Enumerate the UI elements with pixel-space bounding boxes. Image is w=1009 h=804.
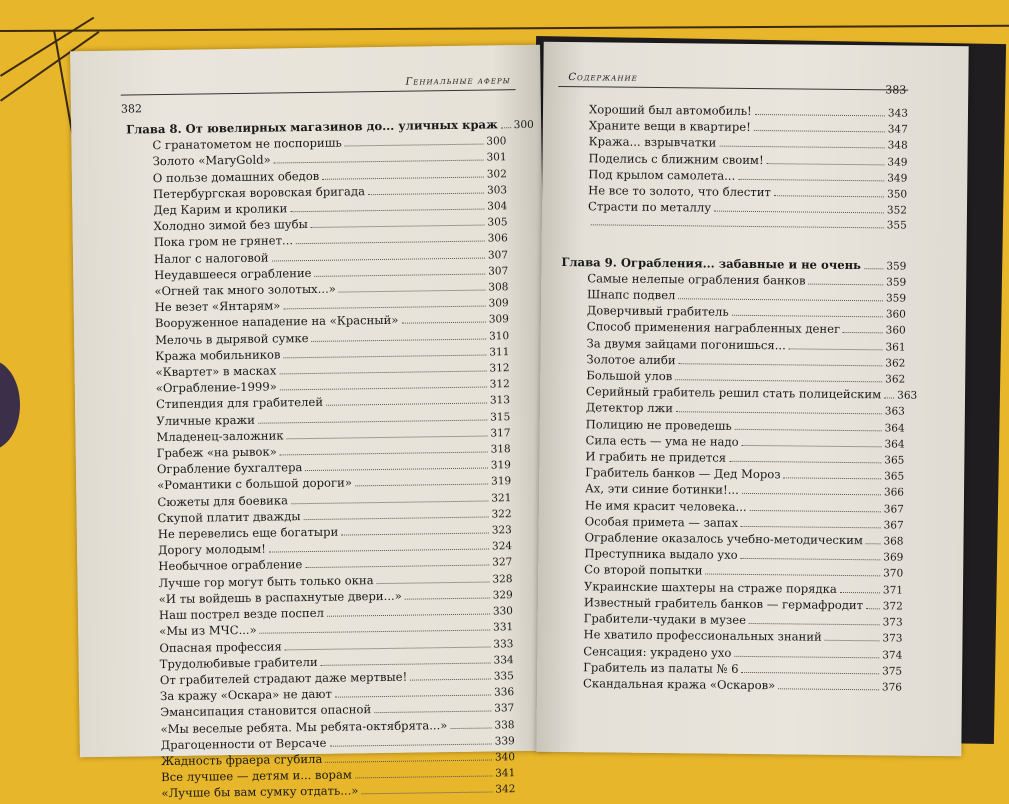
dot-leader: [325, 759, 492, 762]
entry-page-number: 327: [492, 556, 512, 571]
entry-title: «Квартет» в масках: [129, 364, 276, 381]
dot-leader: [283, 306, 485, 310]
entry-page-number: 313: [490, 394, 510, 409]
dot-leader: [884, 398, 894, 399]
entry-page-number: 328: [492, 572, 512, 587]
entry-title: Преступника выдало ухо: [558, 546, 737, 563]
background-line: [0, 25, 1009, 32]
dot-leader: [312, 338, 487, 341]
entry-title: Грабеж «на рывок»: [131, 445, 277, 462]
entry-title: «Огней так много золотых...»: [128, 282, 336, 300]
dot-leader: [749, 623, 880, 625]
entry-page-number: 348: [888, 139, 908, 154]
entry-title: Лучше гор могут быть только окна: [132, 573, 373, 592]
dot-leader: [742, 493, 881, 495]
entry-page-number: 312: [490, 377, 510, 392]
entry-page-number: 330: [493, 604, 513, 619]
entry-page-number: 319: [491, 475, 511, 490]
dot-leader: [280, 387, 487, 391]
dot-leader: [729, 461, 881, 464]
dot-leader: [735, 428, 882, 431]
entry-page-number: 367: [884, 518, 904, 533]
entry-title: Трудолюбивые грабители: [134, 655, 318, 673]
entry-page-number: 334: [493, 653, 513, 668]
entry-title: Золото «MaryGold»: [127, 153, 271, 170]
entry-page-number: 371: [883, 583, 903, 598]
dot-leader: [290, 209, 484, 213]
entry-page-number: 331: [493, 620, 513, 635]
dot-leader: [742, 445, 882, 447]
entry-title: Не везет «Янтарям»: [129, 299, 281, 316]
dot-leader: [341, 533, 489, 536]
entry-title: Глава 9. Ограбления... забавные и не очень: [561, 255, 861, 273]
entry-page-number: 301: [486, 151, 506, 166]
entry-page-number: 304: [487, 199, 507, 214]
dot-leader: [741, 526, 881, 528]
entry-page-number: 300: [514, 118, 534, 133]
entry-title: Ах, эти синие ботинки!...: [559, 481, 739, 498]
entry-title: Полицию не проведешь: [560, 417, 732, 434]
entry-page-number: 373: [882, 632, 902, 647]
toc-entry: [557, 676, 902, 696]
entry-title: «Мы веселые ребята. Мы ребята-октябрята...»: [134, 718, 447, 738]
entry-page-number: 336: [494, 685, 514, 700]
entry-page-number: 350: [887, 187, 907, 202]
page-number: 383: [885, 83, 906, 96]
dot-leader: [754, 130, 885, 132]
dot-leader: [355, 776, 492, 779]
entry-title: Ограбление оказалось учебно-методическим: [558, 530, 863, 548]
dot-leader: [809, 283, 884, 285]
entry-page-number: 360: [886, 308, 906, 323]
dot-leader: [279, 371, 486, 375]
entry-title: Украинские шахтеры на страже порядка: [558, 579, 837, 597]
entry-title: Со второй попытки: [558, 562, 702, 579]
entry-title: Вооруженное нападение на «Красный»: [129, 313, 399, 332]
dot-leader: [335, 695, 491, 698]
entry-title: От грабителей страдают даже мертвые!: [134, 670, 408, 689]
entry-title: Не хватило профессиональных знаний: [557, 627, 821, 645]
entry-page-number: 318: [491, 442, 511, 457]
entry-page-number: 335: [494, 669, 514, 684]
entry-page-number: 362: [885, 372, 905, 387]
dot-leader: [374, 711, 491, 714]
dot-leader: [866, 608, 880, 609]
entry-title: Храните вещи в квартире!: [563, 118, 751, 135]
entry-title: Известный грабитель банков — гермафродит: [558, 595, 863, 613]
entry-page-number: 333: [493, 637, 513, 652]
entry-page-number: 312: [489, 361, 509, 376]
dot-leader: [778, 688, 879, 690]
dot-leader: [742, 672, 880, 674]
entry-page-number: 349: [887, 171, 907, 186]
dot-leader: [368, 192, 484, 195]
page-number: 382: [121, 102, 142, 115]
entry-page-number: 323: [492, 523, 512, 538]
entry-page-number: 339: [495, 734, 515, 749]
entry-page-number: 307: [488, 248, 508, 263]
entry-title: «Ограбление-1999»: [130, 380, 277, 397]
entry-title: И грабить не придется: [559, 449, 726, 466]
dot-leader: [284, 354, 487, 358]
entry-title: Холодно зимой без шубы: [127, 217, 307, 235]
dot-leader: [330, 743, 492, 746]
entry-title: Не имя красит человека...: [559, 498, 747, 515]
entry-title: Под крылом самолета...: [562, 167, 735, 184]
entry-title: Кража мобильников: [129, 347, 280, 364]
entry-page-number: 365: [884, 453, 904, 468]
dot-leader: [339, 290, 486, 293]
entry-title: Опасная профессия: [133, 639, 282, 656]
entry-page-number: 367: [884, 502, 904, 517]
entry-title: Младенец-заложник: [130, 428, 283, 445]
dot-leader: [755, 114, 885, 116]
entry-page-number: 376: [882, 680, 902, 695]
dot-leader: [679, 363, 883, 366]
header-rule: [558, 86, 908, 91]
entry-title: Детектор лжи: [560, 400, 673, 416]
entry-page-number: 338: [494, 718, 514, 733]
dot-leader: [311, 225, 485, 228]
entry-title: За кражу «Оскара» не дают: [134, 687, 332, 705]
entry-title: Неудавшееся ограбление: [128, 266, 311, 284]
entry-page-number: 302: [487, 167, 507, 182]
dot-leader: [767, 163, 885, 165]
dot-leader: [741, 558, 881, 560]
left-page: [70, 45, 550, 757]
dot-leader: [840, 592, 880, 593]
dot-leader: [719, 146, 884, 149]
dot-leader: [401, 322, 485, 324]
entry-title: Способ применения награбленных денег: [561, 319, 840, 337]
entry-title: Стипендия для грабителей: [130, 395, 323, 413]
dot-leader: [287, 435, 488, 439]
right-page: [536, 42, 968, 756]
dot-leader: [285, 646, 491, 650]
entry-title: Доверчивый грабитель: [561, 303, 729, 320]
dot-leader: [327, 614, 490, 617]
entry-page-number: 363: [897, 389, 917, 404]
entry-title: Грабитель из палаты № 6: [557, 660, 739, 677]
entry-title: Петербургская воровская бригада: [127, 184, 365, 203]
entry-title: Мелочь в дырявой сумке: [129, 331, 309, 349]
dot-leader: [738, 179, 884, 182]
entry-title: Эмансипация становится опасной: [134, 702, 371, 721]
dot-leader: [305, 468, 488, 472]
entry-title: Скупой платит дважды: [132, 509, 301, 527]
entry-page-number: 317: [490, 426, 510, 441]
entry-page-number: 337: [494, 701, 514, 716]
dot-leader: [315, 273, 486, 276]
dot-leader: [355, 484, 488, 487]
entry-page-number: 310: [489, 329, 509, 344]
entry-page-number: 372: [883, 599, 903, 614]
entry-page-number: 343: [888, 106, 908, 121]
dot-leader: [591, 225, 884, 229]
purple-object: [0, 360, 20, 450]
entry-title: Поделись с ближним своим!: [562, 151, 763, 168]
entry-page-number: 306: [488, 232, 508, 247]
entry-title: Серийный грабитель решил стать полицейским: [560, 384, 881, 403]
entry-title: Скандальная кража «Оскаров»: [557, 676, 775, 693]
entry-title: Кража... взрывчатки: [563, 134, 717, 151]
entry-title: Налог с налоговой: [128, 250, 269, 267]
entry-title: О пользе домашних обедов: [127, 168, 320, 186]
entry-title: Особая примета — запах: [559, 514, 738, 531]
dot-leader: [676, 412, 882, 415]
entry-title: «Лучше бы вам сумку отдать...»: [135, 784, 358, 802]
dot-leader: [450, 727, 491, 729]
dot-leader: [732, 315, 883, 318]
entry-page-number: 360: [886, 324, 906, 339]
entry-title: Самые нелепые ограбления банков: [561, 271, 805, 289]
entry-page-number: 373: [883, 615, 903, 630]
entry-title: Глава 8. От ювелирных магазинов до... уличных краж: [126, 117, 498, 137]
entry-title: Наш пострел везде поспел: [133, 606, 324, 624]
entry-title: Большой улов: [560, 368, 672, 384]
entry-title: Страсти по металлу: [562, 199, 711, 216]
entry-title: Пока гром не грянет...: [128, 234, 293, 252]
dot-leader: [304, 516, 489, 520]
entry-page-number: 308: [488, 280, 508, 295]
toc-list: [126, 117, 515, 803]
dot-leader: [274, 160, 484, 164]
entry-title: Сенсация: украдено ухо: [557, 643, 731, 660]
entry-page-number: 359: [886, 259, 906, 274]
dot-leader: [714, 211, 884, 214]
dot-leader: [705, 574, 880, 577]
dot-leader: [377, 581, 490, 584]
dot-leader: [750, 510, 881, 512]
entry-page-number: 362: [885, 356, 905, 371]
dot-leader: [280, 452, 488, 456]
entry-page-number: 319: [491, 458, 511, 473]
dot-leader: [345, 144, 484, 147]
entry-title: Золотое алиби: [560, 352, 675, 368]
entry-page-number: 311: [489, 345, 509, 360]
entry-page-number: 342: [495, 782, 515, 797]
entry-title: Не перевелись еще богатыри: [132, 525, 339, 543]
dot-leader: [291, 500, 488, 504]
entry-page-number: 307: [488, 264, 508, 279]
dot-leader: [784, 478, 882, 480]
entry-title: «И ты войдешь в распахнутые двери...»: [133, 589, 402, 608]
entry-title: «Мы из МЧС...»: [133, 623, 257, 640]
entry-title: Ограбление бухгалтера: [131, 460, 303, 478]
dot-leader: [322, 176, 484, 179]
entry-page-number: 321: [491, 491, 511, 506]
running-head: Гениальные аферы: [406, 75, 511, 87]
entry-page-number: 374: [882, 648, 902, 663]
entry-title: Грабитель банков — Дед Мороз: [559, 465, 781, 483]
entry-page-number: 349: [887, 155, 907, 170]
entry-page-number: 315: [490, 410, 510, 425]
entry-page-number: 322: [491, 507, 511, 522]
entry-page-number: 370: [883, 567, 903, 582]
entry-title: Все лучшее — детям и... ворам: [135, 768, 352, 786]
entry-page-number: 368: [883, 534, 903, 549]
entry-page-number: 303: [487, 183, 507, 198]
entry-page-number: 347: [888, 123, 908, 138]
entry-page-number: 352: [887, 204, 907, 219]
dot-leader: [258, 419, 487, 423]
toc-list: [557, 102, 908, 696]
dot-leader: [678, 298, 883, 301]
dot-leader: [843, 332, 883, 333]
dot-leader: [774, 195, 884, 197]
entry-page-number: 363: [885, 405, 905, 420]
dot-leader: [269, 549, 489, 553]
dot-leader: [362, 792, 493, 795]
dot-leader: [405, 597, 490, 599]
entry-page-number: 359: [886, 291, 906, 306]
dot-leader: [825, 640, 880, 642]
entry-page-number: 366: [884, 486, 904, 501]
dot-leader: [866, 543, 881, 544]
entry-title: Грабители-чудаки в музее: [558, 611, 746, 628]
dot-leader: [260, 630, 490, 634]
entry-page-number: 364: [885, 421, 905, 436]
entry-page-number: 309: [489, 296, 509, 311]
dot-leader: [305, 565, 489, 569]
entry-title: Необычное ограбление: [132, 558, 302, 576]
dot-leader: [296, 241, 485, 245]
entry-title: Хороший был автомобиль!: [563, 102, 752, 119]
dot-leader: [734, 655, 879, 658]
entry-title: Шнапс подвел: [561, 287, 676, 303]
entry-page-number: 369: [883, 551, 903, 566]
dot-leader: [675, 379, 882, 382]
entry-page-number: 329: [493, 588, 513, 603]
entry-page-number: 361: [885, 340, 905, 355]
entry-title: Сила есть — ума не надо: [559, 433, 738, 450]
running-head: Содержание: [568, 72, 638, 84]
entry-page-number: 340: [495, 750, 515, 765]
header-rule: [121, 89, 516, 96]
entry-title: Дед Карим и кролики: [127, 201, 287, 218]
entry-page-number: 305: [487, 215, 507, 230]
entry-title: С гранатометом не поспоришь: [126, 136, 342, 154]
entry-page-number: 375: [882, 664, 902, 679]
dot-leader: [789, 348, 883, 350]
entry-page-number: 365: [884, 470, 904, 485]
entry-title: Уличные кражи: [130, 412, 255, 429]
entry-page-number: 341: [495, 766, 515, 781]
entry-title: Дорогу молодым!: [132, 542, 266, 559]
entry-page-number: 364: [884, 437, 904, 452]
entry-page-number: 300: [486, 134, 506, 149]
entry-page-number: 324: [492, 539, 512, 554]
entry-title: Драгоценности от Версаче: [135, 736, 327, 754]
dot-leader: [864, 268, 883, 269]
entry-page-number: 359: [886, 275, 906, 290]
dot-leader: [272, 257, 485, 261]
dot-leader: [326, 403, 487, 406]
entry-page-number: 309: [489, 313, 509, 328]
entry-title: «Романтики с большой дороги»: [131, 476, 352, 494]
entry-title: Не все то золото, что блестит: [562, 183, 771, 200]
entry-title: Сюжеты для боевика: [131, 493, 288, 510]
chapter-gap: [562, 231, 907, 259]
dot-leader: [501, 127, 511, 128]
entry-title: Жадность фраера сгубила: [135, 752, 323, 770]
dot-leader: [410, 678, 491, 680]
dot-leader: [321, 662, 491, 665]
entry-page-number: 355: [887, 219, 907, 234]
entry-title: За двумя зайцами погонишься...: [560, 336, 785, 354]
